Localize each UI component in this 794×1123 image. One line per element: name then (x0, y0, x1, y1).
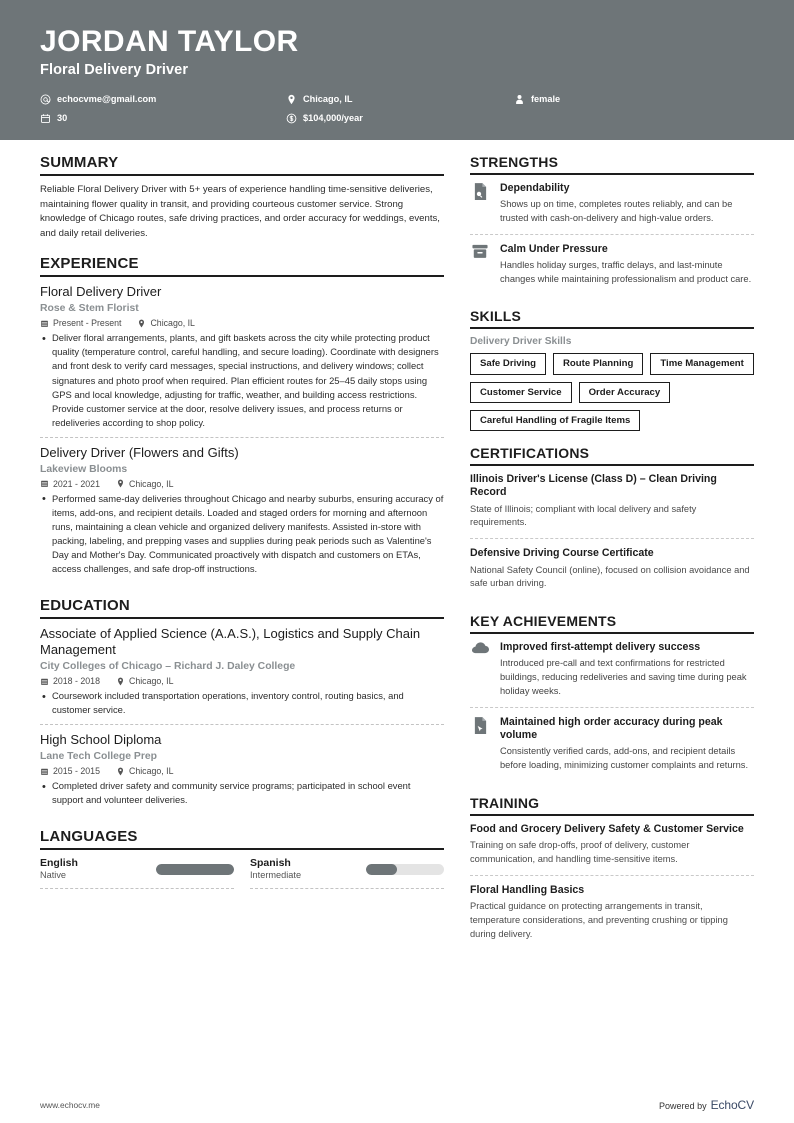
language-progress-fill (366, 864, 397, 875)
section-strengths (470, 154, 754, 294)
strength-body (500, 243, 754, 287)
contact-email-value: echocvme@gmail.com (57, 94, 157, 105)
experience-location (116, 479, 174, 489)
experience-location-value: Chicago, IL (128, 478, 174, 489)
resume-header (0, 0, 794, 140)
list-item: • Performed same-day deliveries throughout Chicago and nearby suburbs, ensuring accuracy of items, add-ons, and recipient details. Loaded and staged orders for morning and afternoon runs, maintaining a clean vehicle and organized delivery manifests. Assisted in-store with packing, labeling, and prepping vases and supplies during peak periods such as Valentine's Day and Mother's Day. Communicated proactively with dispatch and customers on ETAs, access challenges, and safe drop-off instructions. (52, 492, 444, 577)
education-dates (40, 676, 100, 686)
education-title: High School Diploma (40, 732, 162, 748)
language-name: English (40, 857, 78, 870)
location-icon (137, 319, 146, 328)
section-education (40, 597, 444, 814)
section-title-certifications: CERTIFICATIONS (470, 445, 754, 466)
strength-title: Calm Under Pressure (500, 242, 608, 255)
experience-bullets (40, 492, 444, 577)
training-title: Food and Grocery Delivery Safety & Customer Service (470, 822, 744, 835)
location-icon (116, 677, 125, 686)
experience-meta (40, 479, 444, 489)
location-icon (286, 94, 297, 105)
calendar-icon (40, 113, 51, 124)
location-icon (116, 767, 125, 776)
contact-email (40, 94, 286, 105)
language-item (40, 857, 234, 888)
contact-location-value: Chicago, IL (303, 94, 353, 105)
resume-body (0, 140, 794, 964)
calendar-icon (40, 319, 49, 328)
skills-group-label: Delivery Driver Skills (470, 336, 572, 348)
skill-tag[interactable]: Time Management (650, 353, 754, 374)
education-location (116, 676, 174, 686)
education-location-value: Chicago, IL (128, 676, 174, 687)
education-bullets (40, 779, 444, 807)
document-search-icon (470, 182, 490, 226)
certification-desc: National Safety Council (online), focused on collision avoidance and safe urban driving. (470, 564, 750, 589)
section-training (470, 795, 754, 950)
language-progress-bar (366, 864, 444, 875)
section-skills (470, 308, 754, 430)
section-title-languages: LANGUAGES (40, 828, 444, 850)
section-title-key-achievements: KEY ACHIEVEMENTS (470, 613, 754, 634)
language-progress-fill (156, 864, 234, 875)
language-progress-bar (156, 864, 234, 875)
experience-location-value: Chicago, IL (150, 318, 195, 329)
file-cursor-icon (470, 716, 490, 773)
section-key-achievements (470, 613, 754, 780)
certification-item (470, 538, 754, 599)
contact-grid (40, 90, 754, 128)
contact-age (40, 113, 286, 124)
education-meta (40, 766, 444, 776)
training-desc: Training on safe drop-offs, proof of delivery, customer communication, and handling time-sensitive items. (470, 840, 690, 864)
language-grid (40, 857, 444, 888)
training-item (470, 823, 754, 875)
section-title-training: TRAINING (470, 795, 754, 816)
experience-entry (40, 284, 444, 437)
education-bullets (40, 689, 444, 717)
contact-gender (514, 94, 754, 105)
skill-tag[interactable]: Safe Driving (470, 353, 546, 374)
calendar-icon (40, 479, 49, 488)
gender-icon (514, 94, 525, 105)
achievement-title: Improved first-attempt delivery success (500, 641, 701, 654)
footer-site-url[interactable]: www.echocv.me (40, 1100, 100, 1110)
achievement-title: Maintained high order accuracy during peak volume (500, 715, 723, 741)
section-experience (40, 255, 444, 583)
powered-by-label: Powered by (659, 1101, 707, 1111)
education-dates-value: 2015 - 2015 (53, 766, 100, 777)
language-item (250, 857, 444, 888)
section-title-strengths: STRENGTHS (470, 154, 754, 175)
education-dates (40, 766, 100, 776)
section-languages (40, 828, 444, 888)
experience-org: Lakeview Blooms (40, 463, 128, 475)
experience-title: Delivery Driver (Flowers and Gifts) (40, 444, 239, 460)
contact-gender-value: female (531, 94, 561, 105)
section-title-experience: EXPERIENCE (40, 255, 444, 277)
skill-tag[interactable]: Order Accuracy (579, 382, 671, 403)
experience-location (137, 318, 195, 328)
archive-box-icon (470, 243, 490, 287)
achievement-item (470, 641, 754, 706)
skill-tag[interactable]: Route Planning (553, 353, 643, 374)
contact-salary-value: $104,000/year (303, 113, 363, 124)
contact-location (286, 94, 514, 105)
certification-title: Illinois Driver's License (Class D) – Clean Driving Record (470, 472, 717, 499)
experience-dates-value: Present - Present (53, 318, 122, 329)
language-level: Native (40, 870, 67, 881)
education-location (116, 766, 174, 776)
experience-dates (40, 318, 121, 328)
certification-desc: State of Illinois; compliant with local delivery and safety requirements. (470, 503, 697, 528)
section-summary (40, 154, 444, 241)
certification-title: Defensive Driving Course Certificate (470, 547, 654, 560)
location-icon (116, 479, 125, 488)
resume-footer (0, 1087, 794, 1123)
education-location-value: Chicago, IL (128, 766, 174, 777)
calendar-icon (40, 767, 49, 776)
strength-body (500, 182, 754, 226)
experience-title: Floral Delivery Driver (40, 284, 162, 300)
contact-salary (286, 113, 514, 124)
skill-tag-list (470, 353, 754, 430)
page-title: JORDAN TAYLOR (40, 25, 299, 58)
achievement-body (500, 716, 754, 773)
language-name: Spanish (250, 857, 291, 870)
experience-entry (40, 437, 444, 584)
strength-item (470, 182, 754, 234)
footer-branding (659, 1098, 754, 1112)
brand-logo[interactable]: EchoCV (710, 1098, 754, 1112)
training-desc: Practical guidance on protecting arrangements in transit, temperature considerations, and preventing crushing or tipping during delivery. (470, 901, 728, 939)
education-org: City Colleges of Chicago – Richard J. Daley College (40, 661, 296, 673)
section-certifications (470, 445, 754, 600)
skill-tag[interactable]: Customer Service (470, 382, 572, 403)
right-column (470, 154, 754, 964)
list-item: • Coursework included transportation operations, inventory control, routing basics, and customer service. (52, 689, 444, 717)
achievement-desc: Consistently verified cards, add-ons, and recipient details before loading, minimizing customer complaints and returns. (500, 746, 749, 770)
section-title-skills: SKILLS (470, 308, 754, 329)
experience-bullets (40, 331, 444, 430)
experience-dates (40, 479, 100, 489)
certification-item (470, 473, 754, 539)
calendar-icon (40, 677, 49, 686)
list-item: • Completed driver safety and community service programs; participated in school event support and volunteer deliveries. (52, 779, 444, 807)
education-title: Associate of Applied Science (A.A.S.), Logistics and Supply Chain Management (40, 626, 421, 658)
salary-icon (286, 113, 297, 124)
training-title: Floral Handling Basics (470, 883, 585, 896)
job-title: Floral Delivery Driver (40, 62, 189, 79)
email-icon (40, 94, 51, 105)
education-entry (40, 626, 444, 724)
skill-tag[interactable]: Careful Handling of Fragile Items (470, 410, 640, 431)
training-item (470, 875, 754, 950)
strength-desc: Handles holiday surges, traffic delays, and last-minute changes while maintaining professionalism and product care. (500, 259, 752, 284)
achievement-item (470, 707, 754, 781)
summary-text: Reliable Floral Delivery Driver with 5+ years of experience handling time-sensitive deliveries, maintaining flower quality in transit, and providing courteous customer service. Strong knowledge of Chicago routes, safe driving practices, and order accuracy for weddings, events, and daily retail deliveries. (40, 184, 440, 239)
education-dates-value: 2018 - 2018 (53, 676, 100, 687)
experience-meta (40, 318, 444, 328)
experience-org: Rose & Stem Florist (40, 303, 139, 315)
strength-title: Dependability (500, 182, 570, 194)
experience-dates-value: 2021 - 2021 (53, 478, 100, 489)
education-org: Lane Tech College Prep (40, 751, 158, 763)
section-title-education: EDUCATION (40, 597, 444, 619)
language-text (250, 857, 301, 881)
left-column (40, 154, 444, 964)
education-entry (40, 724, 444, 814)
contact-age-value: 30 (57, 113, 68, 124)
cloud-icon (470, 641, 490, 698)
achievement-desc: Introduced pre-call and text confirmations for restricted buildings, reducing redeliveries and saving time during peak holiday weeks. (500, 658, 747, 696)
list-item: • Deliver floral arrangements, plants, and gift baskets across the city while protecting product quality (temperature control, careful handling, and secure loading). Coordinate with designers and front desk to verify card messages, special instructions, and delivery windows; collect signatures and photo proof when required. Plan efficient routes for 25–45 daily stops using GPS and local knowledge, adjusting for traffic, weather, and building access restrictions. Provide customer service at the door, resolve delivery issues, and process returns or redeliveries according to shop policy. (52, 331, 444, 430)
language-text (40, 857, 78, 881)
section-title-summary: SUMMARY (40, 154, 444, 176)
education-meta (40, 676, 444, 686)
language-level: Intermediate (250, 870, 302, 881)
strength-desc: Shows up on time, completes routes reliably, and can be trusted with cash-on-delivery and high-value orders. (500, 199, 733, 223)
strength-item (470, 234, 754, 295)
achievement-body (500, 641, 754, 698)
